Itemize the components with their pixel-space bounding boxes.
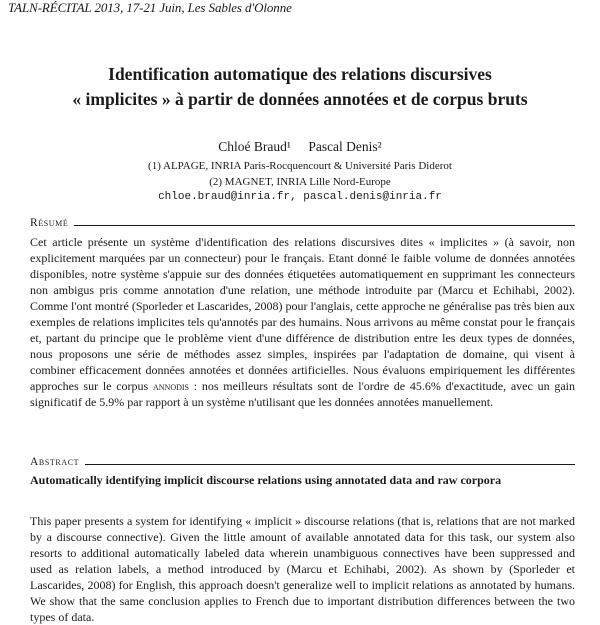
abstract-heading-label: Abstract [30,456,80,468]
resume-heading [30,217,575,229]
author-list [0,139,600,155]
resume-text-part-2: : nos meilleurs résultats sont de l'ordre de 45.6% d'exactitude, avec un gain significatif de 5.9% par rapport à un système n'utilisant que les données annotées manuellement. [30,379,575,409]
affiliation: (1) ALPAGE, INRIA Paris-Rocquencourt & Université Paris Diderot [148,160,452,172]
resume-text-part-1: Cet article présente un système d'identification des relations discursives dites « implicites » (à savoir, non explicitement marquées par un connecteur) pour le français. Etant donné le faible volume de données annotées disponibles, notre système s'appuie sur des données étiquetées automatiquement en supprimant les connecteurs non ambigus pris comme annotation d'une relation, une méthode introduite par (Marcu et Echihabi, 2002). Comme l'ont montré (Sporleder et Lascarides, 2008) pour l'anglais, cette approche ne généralise pas très bien aux exemples de relations implicites tels qu'annotés par des humains. Nous arrivons au même constat pour le français et, partant du principe que le problème vient d'une différence de distribution entre les deux types de données, nous proposons une série de méthodes assez simples, inspirées par l'adaptation de domaine, qui visent à combiner efficacement données annotées et données artificielles. Nous évaluons empiriquement les différentes approches sur le corpus [30,235,575,393]
paper-title-line-2: « implicites » à partir de données annotées et de corpus bruts [72,89,528,109]
author-name: Pascal Denis² [308,139,382,154]
resume-heading-label: Résumé [30,217,69,229]
abstract-heading [30,456,575,468]
paper-title-line-1: Identification automatique des relations discursives [108,64,492,84]
conference-header: TALN-RÉCITAL 2013, 17-21 Juin, Les Sables d'Olonne [8,0,292,15]
section-divider [74,225,575,226]
affiliation: (2) MAGNET, INRIA Lille Nord-Europe [209,176,391,188]
corpus-name: annodis [152,379,189,393]
author-name: Chloé Braud¹ [218,139,291,154]
english-title: Automatically identifying implicit discourse relations using annotated data and raw corpora [30,473,502,487]
abstract-text: This paper presents a system for identifying « implicit » discourse relations (that is, relations that are not marked by a discourse connective). Given the little amount of available annotated data for this task, our system also resorts to additional automatically labeled data wherein unambiguous connectives have been suppressed and used as relation labels, a method introduced by (Marcu et Echihabi, 2002). As shown by (Sporleder et Lascarides, 2008) for English, this approach doesn't generalize well to implicit relations as annotated by humans. We show that the same conclusion applies to French due to important distribution differences between the two types of data. [30,514,575,624]
resume-text [30,234,575,410]
section-divider [85,464,575,465]
author-emails: chloe.braud@inria.fr, pascal.denis@inria.fr [158,191,442,203]
